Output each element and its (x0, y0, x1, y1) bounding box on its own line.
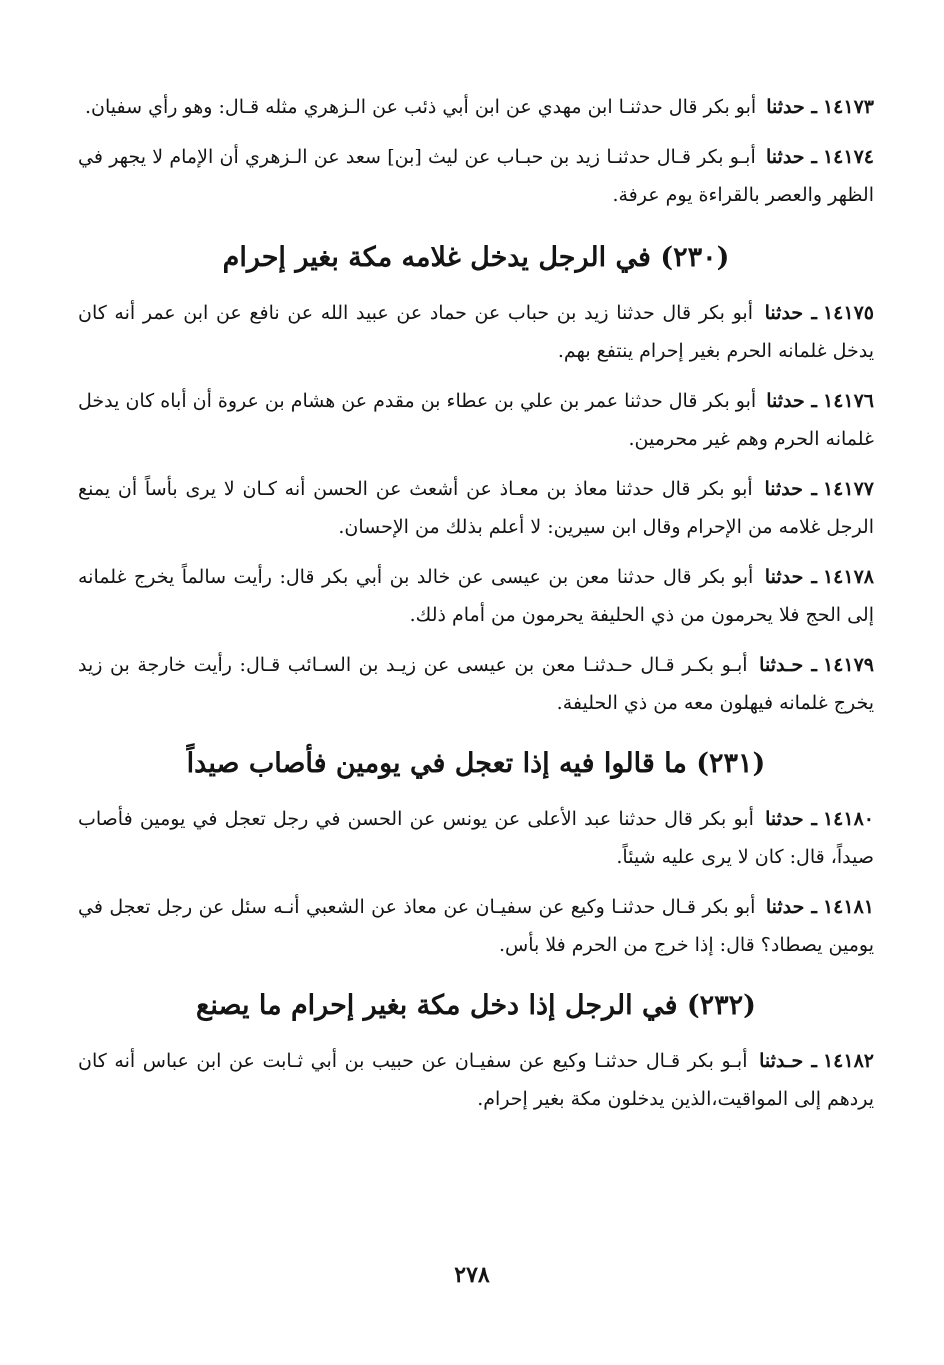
hadith-lead: ـ حدثنا (765, 808, 817, 830)
hadith-text: أبـو بكر قـال حدثنـا زيد بن حبـاب عن ليث [بن] سعد عن الـزهري أن الإمام لا يجهر في الظهر والعصر بالقراءة يوم عرفة. (78, 146, 874, 206)
hadith-lead: ـ حـدثنا (759, 654, 817, 676)
hadith-number: ١٤١٧٨ (822, 566, 874, 588)
hadith-paragraph (78, 646, 874, 722)
hadith-number: ١٤١٧٣ (822, 96, 874, 118)
hadith-text: أبو بكر قال حدثنا معن بن عيسى عن خالد بن أبي بكر قال: رأيت سالماً يخرج غلمانه إلى الحج فلا يحرمون من ذي الحليفة يحرمون من أمام ذلك. (78, 566, 874, 626)
hadith-lead: ـ حـدثنا (759, 1050, 817, 1072)
hadith-paragraph (78, 888, 874, 964)
hadith-paragraph (78, 88, 874, 126)
chapter-heading: (٢٣٢) في الرجل إذا دخل مكة بغير إحرام ما يصنع (196, 990, 756, 1021)
text-column (78, 88, 874, 1130)
hadith-text: أبو بكر قال حدثنـا ابن مهدي عن ابن أبي ذئب عن الـزهري مثله قـال: وهو رأي سفيان. (84, 96, 757, 118)
chapter-heading: (٢٣٠) في الرجل يدخل غلامه مكة بغير إحرام (222, 242, 730, 273)
hadith-lead: ـ حدثنا (764, 566, 817, 588)
hadith-number: ١٤١٨٢ (822, 1050, 874, 1072)
hadith-lead: ـ حدثنا (766, 390, 817, 412)
hadith-text: أبو بكر قال حدثنا زيد بن حباب عن حماد عن عبيد الله عن نافع عن ابن عمر أنه كان يدخل غلمانه الحرم بغير إحرام ينتفع بهم. (78, 302, 874, 362)
hadith-text: أبـو بكـر قـال حـدثنـا معن بن عيسى عن زيـد بن السـائب قـال: رأيت خارجة بن زيد يخرج غلمانه فيهلون معه من ذي الحليفة. (78, 654, 874, 714)
hadith-paragraph (78, 382, 874, 458)
hadith-text: أبو بكر قال حدثنا عبد الأعلى عن يونس عن الحسن في رجل تعجل في يومين فأصاب صيداً، قال: كان لا يرى عليه شيئاً. (78, 808, 874, 868)
hadith-lead: ـ حدثنا (766, 96, 817, 118)
hadith-paragraph (78, 1042, 874, 1118)
page-number: ٢٧٨ (454, 1262, 490, 1288)
hadith-text: أبـو بكر قـال حدثنـا وكيع عن سفيـان عن حبيب بن أبي ثـابت عن ابن عباس أنه كان يردهم إلى المواقيت،الذين يدخلون مكة بغير إحرام. (78, 1050, 874, 1110)
hadith-lead: ـ حدثنا (764, 302, 817, 324)
hadith-paragraph (78, 558, 874, 634)
hadith-number: ١٤١٨١ (822, 896, 874, 918)
hadith-text: أبو بكر قـال حدثنـا وكيع عن سفيـان عن معاذ عن الشعبي أنـه سئل عن رجل تعجل في يومين يصطاد؟ قال: إذا خرج من الحرم فلا بأس. (78, 896, 874, 956)
hadith-paragraph (78, 138, 874, 214)
hadith-number: ١٤١٨٠ (822, 808, 874, 830)
hadith-number: ١٤١٧٥ (822, 302, 874, 324)
hadith-lead: ـ حدثنا (764, 478, 817, 500)
hadith-number: ١٤١٧٩ (822, 654, 875, 676)
hadith-lead: ـ حدثنا (766, 146, 817, 168)
hadith-paragraph (78, 800, 874, 876)
hadith-paragraph (78, 470, 874, 546)
hadith-text: أبو بكر قال حدثنا معاذ بن معـاذ عن أشعث عن الحسن أنه كـان لا يرى بأساً أن يمنع الرجل غلامه من الإحرام وقال ابن سيرين: لا أعلم بذلك من الإحسان. (78, 478, 874, 538)
hadith-paragraph (78, 294, 874, 370)
chapter-heading: (٢٣١) ما قالوا فيه إذا تعجل في يومين فأصاب صيداً (186, 748, 766, 779)
hadith-number: ١٤١٧٧ (822, 478, 874, 500)
hadith-number: ١٤١٧٤ (822, 146, 874, 168)
hadith-text: أبو بكر قال حدثنا عمر بن علي بن عطاء بن مقدم عن هشام بن عروة أن أباه كان يدخل غلمانه الحرم وهم غير محرمين. (78, 390, 874, 450)
hadith-number: ١٤١٧٦ (822, 390, 875, 412)
hadith-lead: ـ حدثنا (765, 896, 817, 918)
